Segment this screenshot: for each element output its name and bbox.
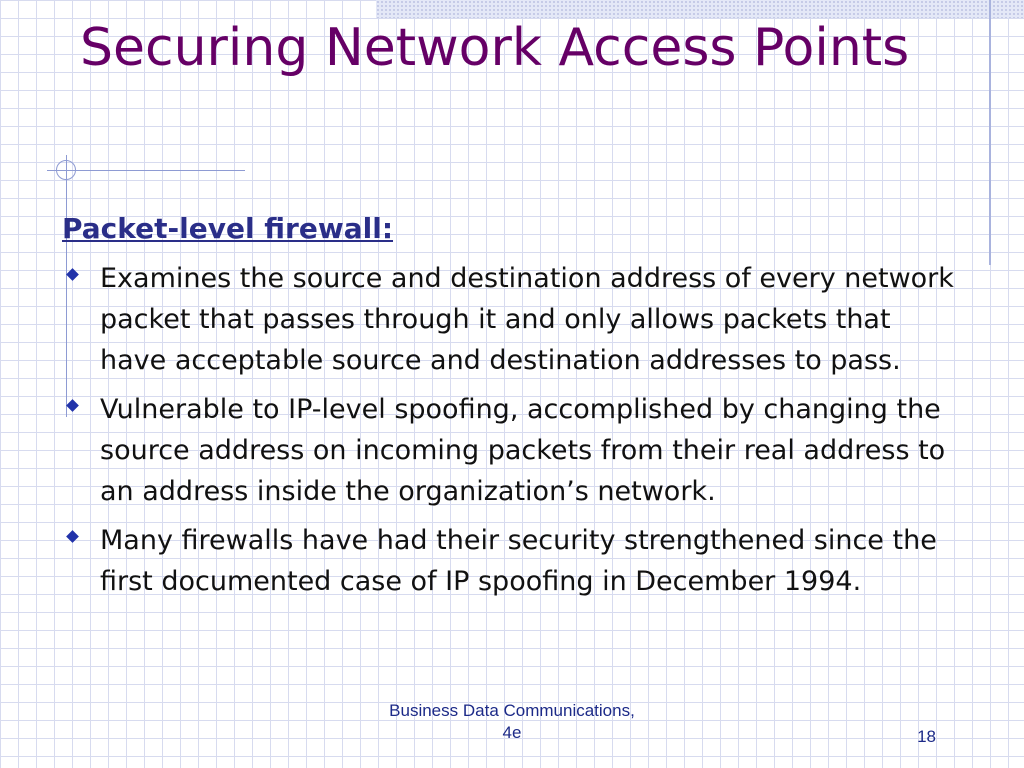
bullet-text: Many firewalls have had their security strengthened since the first documented case of IP spoofing in December 1994. bbox=[100, 525, 937, 597]
bullet-text: Vulnerable to IP-level spoofing, accomplished by changing the source address on incoming packets from their real address to an address inside the organization’s network. bbox=[100, 394, 946, 507]
page-number: 18 bbox=[917, 727, 936, 746]
footer-line-2: 4e bbox=[502, 723, 522, 742]
diamond-bullet-icon bbox=[66, 268, 79, 281]
crosshair-circle-icon bbox=[56, 160, 76, 180]
diamond-bullet-icon bbox=[66, 530, 79, 543]
footer-course-title bbox=[360, 700, 664, 744]
list-item bbox=[62, 389, 962, 512]
title-underline-rule bbox=[47, 170, 245, 171]
right-vertical-rule bbox=[989, 0, 991, 265]
bullet-text: Examines the source and destination address of every network packet that passes through it and only allows packets that have acceptable source and destination addresses to pass. bbox=[100, 263, 954, 376]
footer-line-1: Business Data Communications, bbox=[389, 701, 635, 720]
diamond-bullet-icon bbox=[66, 399, 79, 412]
slide-title: Securing Network Access Points bbox=[80, 18, 910, 78]
list-item bbox=[62, 258, 962, 381]
list-item bbox=[62, 520, 962, 602]
section-heading: Packet-level firewall: bbox=[62, 212, 394, 245]
bullet-list bbox=[62, 258, 962, 610]
